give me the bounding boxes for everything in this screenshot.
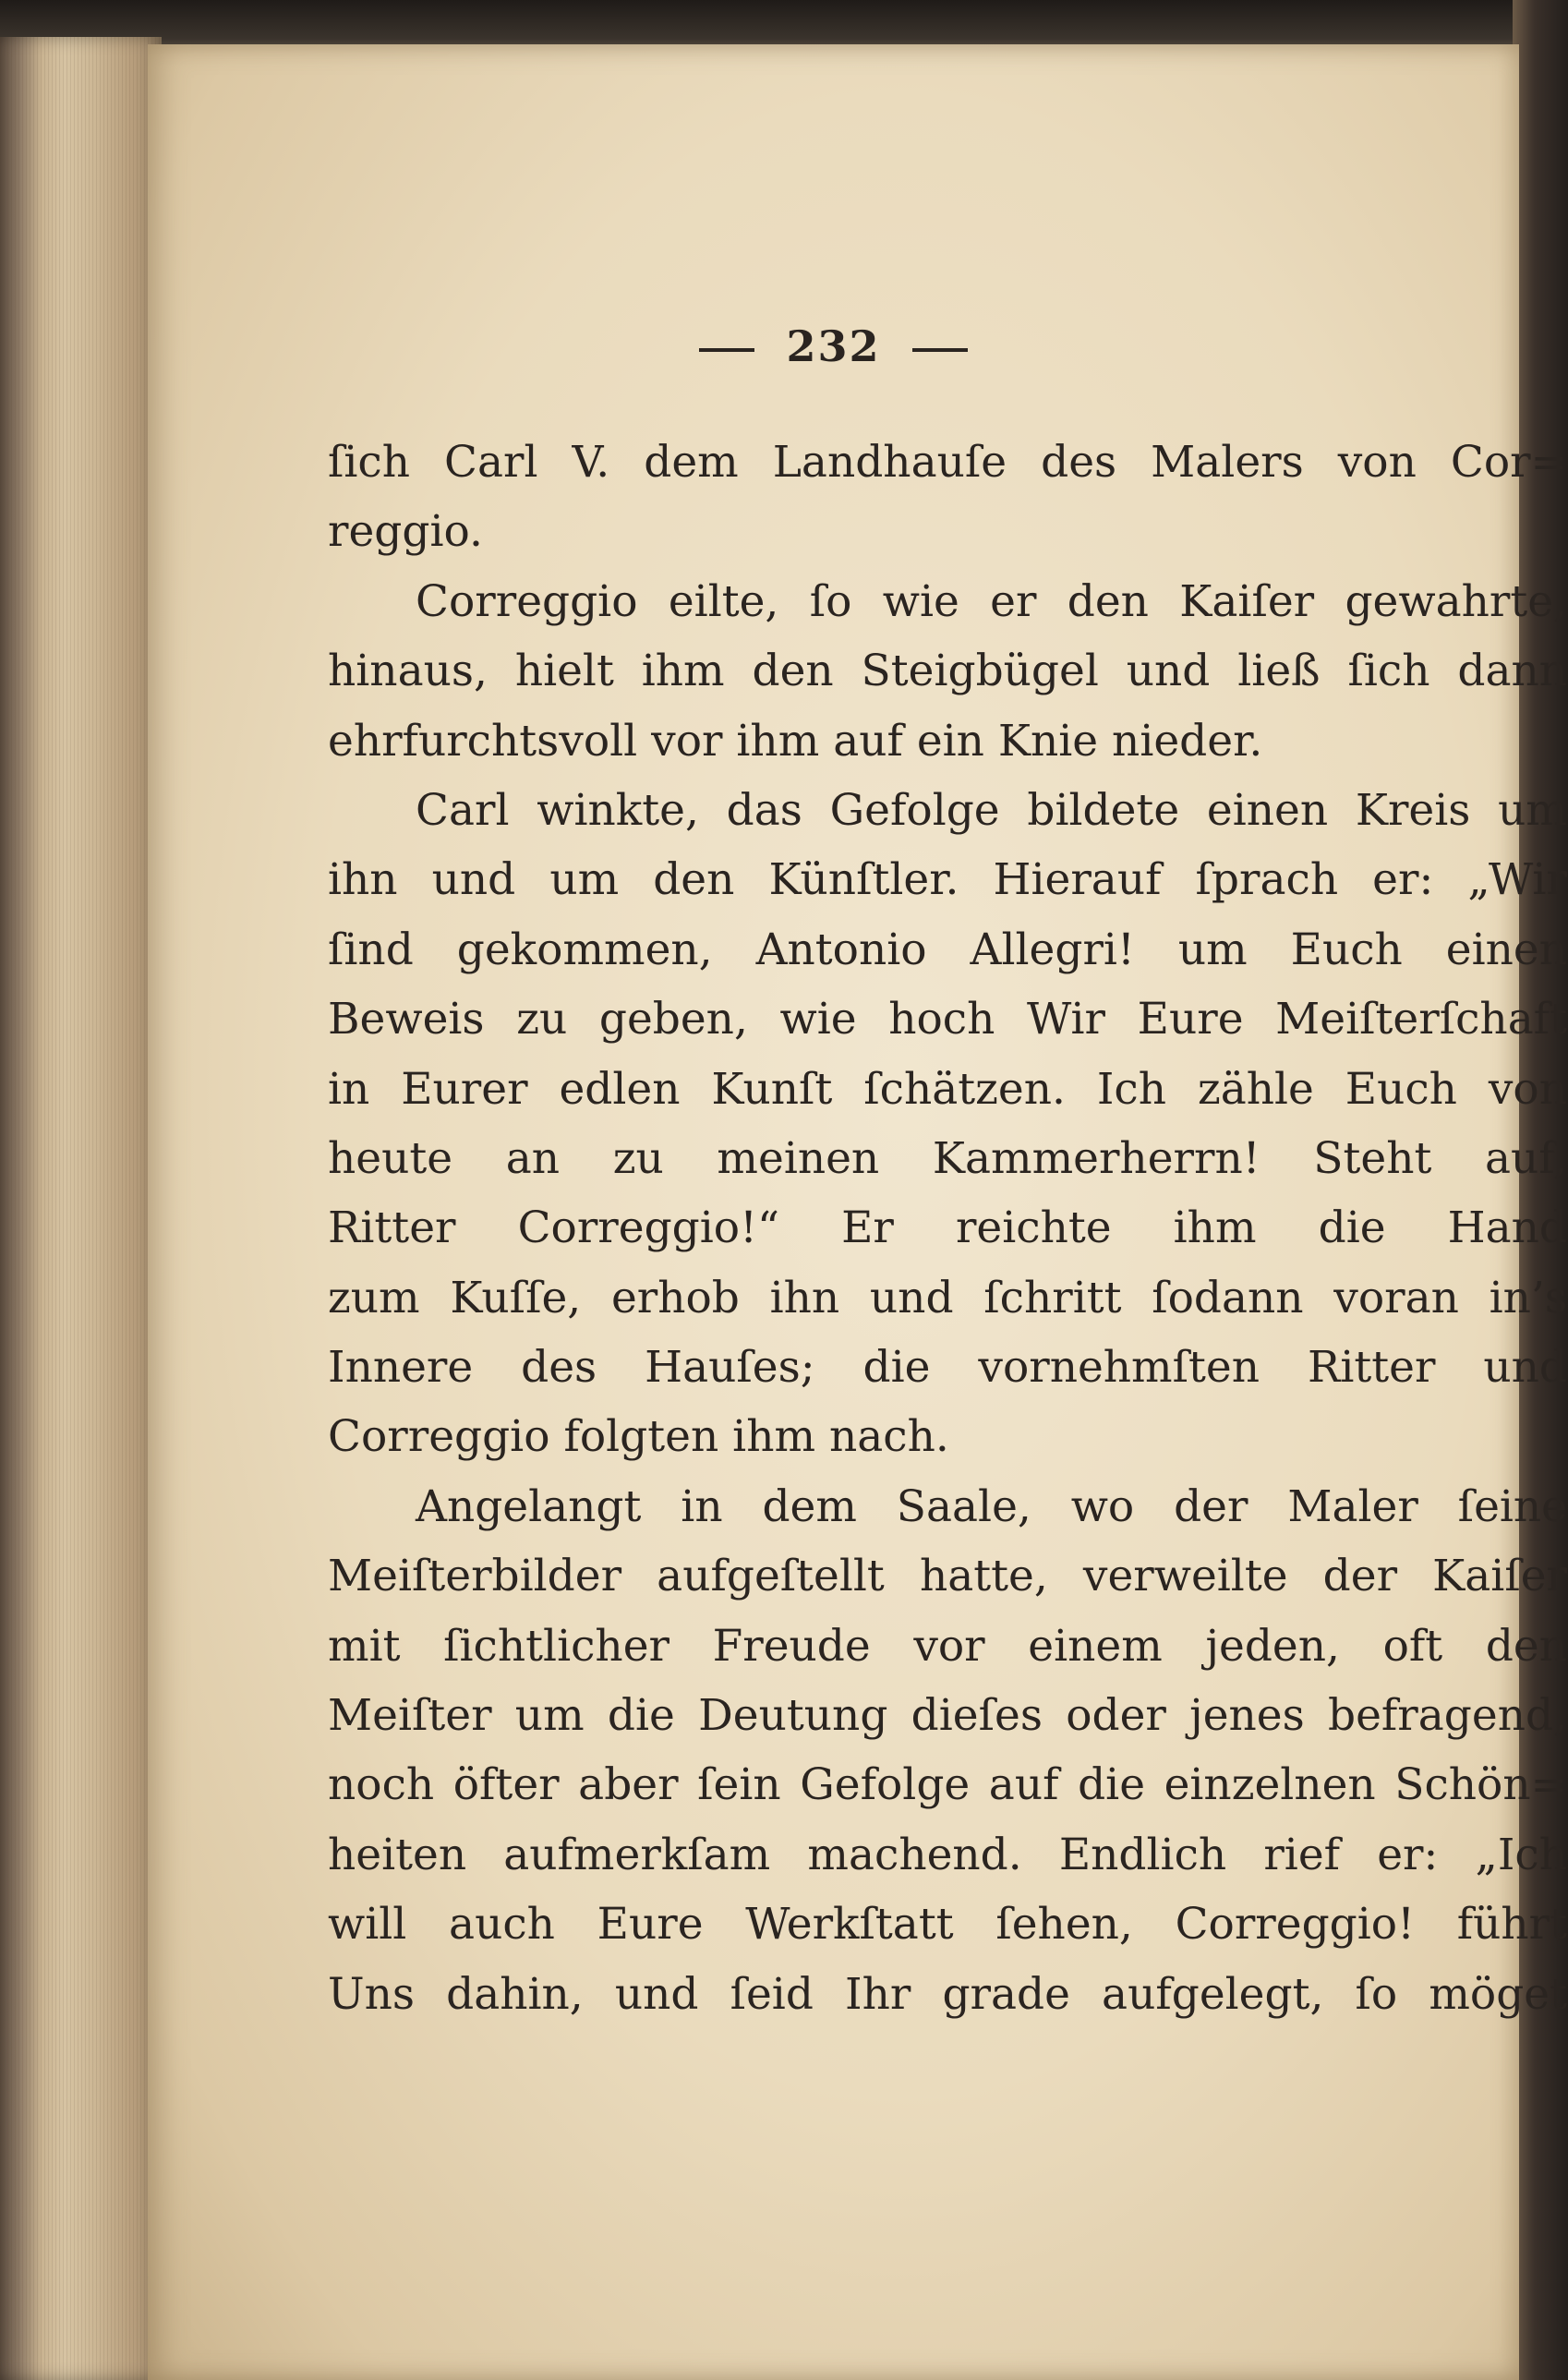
book-page-edges — [0, 37, 162, 2380]
page-number-header — [148, 321, 1519, 371]
text-line: Meiſterbilder aufgeſtellt hatte, verweilte der Kaiſer — [328, 1551, 1567, 1602]
text-line: ehrfurchtsvoll vor ihm auf ein Knie nieder. — [328, 715, 1263, 767]
dash-left — [699, 348, 754, 352]
text-line: will auch Eure Werkſtatt ſehen, Correggio! führt — [328, 1899, 1567, 1951]
text-line: Angelangt in dem Saale, wo der Maler ſeine — [416, 1480, 1567, 1532]
text-line: mit ſichtlicher Freude vor einem jeden, oft den — [328, 1620, 1567, 1672]
text-line: Innere des Hauſes; die vornehmſten Ritter und — [328, 1342, 1567, 1394]
text-line: in Eurer edlen Kunſt ſchätzen. Ich zähle Euch von — [328, 1063, 1567, 1115]
text-line: Ritter Correggio!“ Er reichte ihm die Hand — [328, 1202, 1567, 1254]
text-line: ſind gekommen, Antonio Allegri! um Euch einen — [328, 924, 1567, 975]
text-line: ihn und um den Künſtler. Hierauf ſprach er: „Wir — [328, 854, 1567, 906]
text-line: heiten aufmerkſam machend. Endlich rief er: „Ich — [328, 1829, 1567, 1880]
text-line: noch öfter aber ſein Gefolge auf die einzelnen Schön= — [328, 1759, 1567, 1811]
page-number: 232 — [786, 321, 881, 371]
text-line: Uns dahin, und ſeid Ihr grade aufgelegt, ſo möget — [328, 1968, 1567, 2020]
text-line: Correggio folgten ihm nach. — [328, 1411, 949, 1463]
text-line: Carl winkte, das Gefolge bildete einen Kreis um — [416, 784, 1567, 836]
text-line: Beweis zu geben, wie hoch Wir Eure Meiſterſchaft — [328, 994, 1567, 1045]
text-line: Correggio eilte, ſo wie er den Kaiſer gewahrte, — [416, 575, 1567, 627]
body-text — [328, 428, 1567, 2029]
text-line: ſich Carl V. dem Landhauſe des Malers von Cor= — [328, 437, 1567, 488]
text-line: Meiſter um die Deutung dieſes oder jenes befragend, — [328, 1690, 1567, 1742]
text-line: hinaus, hielt ihm den Steigbügel und ließ ſich dann — [328, 646, 1567, 697]
text-line: reggio. — [328, 506, 483, 558]
text-line: zum Kuſſe, erhob ihn und ſchritt ſodann voran in’s — [328, 1272, 1567, 1323]
text-line: heute an zu meinen Kammerherrn! Steht auf, — [328, 1132, 1567, 1184]
dash-right — [912, 348, 968, 352]
book-page — [148, 44, 1567, 2380]
